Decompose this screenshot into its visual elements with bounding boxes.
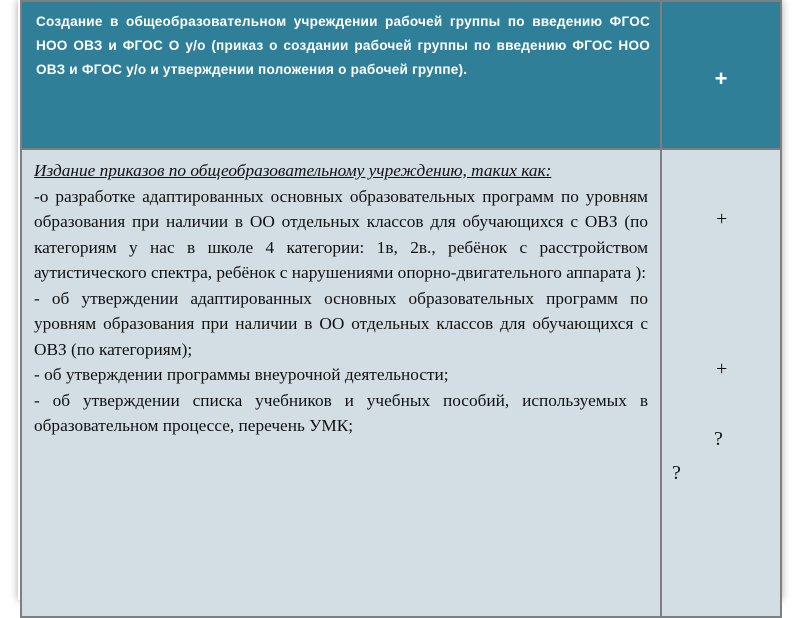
status-mark-1: + [716, 208, 728, 230]
orders-item-2: - об утверждении адаптированных основных образовательных программ по уровням образования при наличии в ОО отдельных классов для обучающихся с ОВЗ (по категориям); [34, 288, 648, 359]
header-status-cell [661, 1, 781, 149]
status-mark-4: ? [672, 462, 681, 484]
header-task-cell [21, 1, 661, 149]
orders-item-3: - об утверждении программы внеурочной деятельности; [34, 365, 449, 384]
orders-task-cell [21, 149, 661, 617]
status-mark-3: ? [714, 428, 723, 450]
table-row-header [21, 1, 781, 149]
orders-item-1: -о разработке адаптированных основных образовательных программ по уровням образования при наличии в ОО отдельных классов для обучающихся с ОВЗ (по категориям у нас в школе 4 категории: 1в, 2в., ребёнок с расстройством аутистического спектра, ребёнок с нарушениями опорно-двигательного аппарата ): [34, 186, 648, 282]
orders-item-4: - об утверждении списка учебников и учебных пособий, используемых в образовательном процессе, перечень УМК; [34, 390, 648, 435]
checklist-table [20, 0, 782, 618]
orders-status-cell [661, 149, 781, 617]
table-row-orders [21, 149, 781, 617]
header-task-text: Создание в общеобразовательном учреждении рабочей группы по введению ФГОС НОО ОВЗ и ФГОС О у/о (приказ о создании рабочей группы по введению ФГОС НОО ОВЗ и ФГОС у/о и утверждении положения о рабочей группе). [36, 14, 650, 77]
status-mark-2: + [716, 358, 728, 380]
header-status-mark: + [714, 66, 728, 91]
orders-heading: Издание приказов по общеобразовательному учреждению, таких как: [34, 161, 552, 180]
